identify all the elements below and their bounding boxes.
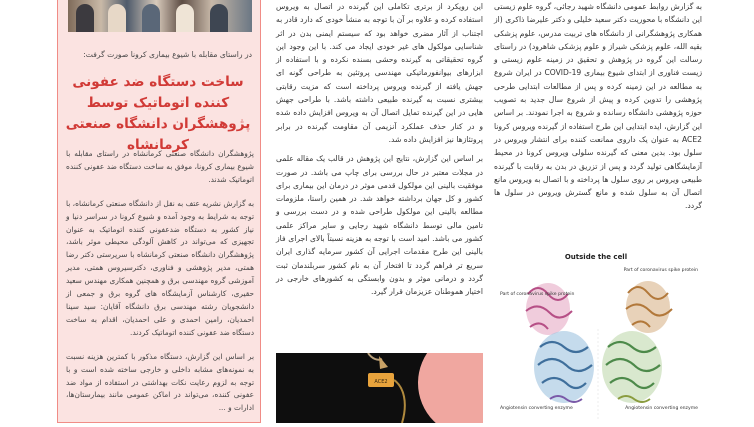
sidebar-paragraph: به گزارش نشریه عتف به نقل از دانشگاه صنعتی کرمانشاه، با توجه به شرایط به وجود آمده و شیوع کرونا در سراسر دنیا و نیاز کشور به دستگاه ضدعفونی کننده اتوماتیک به عنوان تجهیزی که می‌تواند در کاهش آلودگی محیطی موثر باشد، پژوهشگران دانشگاه صنعتی کرمانشاه با سرپرستی دکتر رضا همتی، مدیر پژوهشی و فناوری، دکترسیروس همتی، مدیر آموزشی گروه مهندسی برق و همچنین همکاری مهندس سعید حقیری، کارشناس آزمایشگاه های گروه برق و جمعی از دانشجویان رشته مهندسی برق دانشگاه آقایان: سید سینا احمدیان، رامین احمدی و علی احمدیان، اقدام به ساخت دستگاه ضد عفونی کننده اتوماتیک کردند. <box>66 198 254 337</box>
group-photo <box>68 0 252 32</box>
person-figure <box>76 4 94 32</box>
ace2-illustration-graphic <box>276 353 483 423</box>
spike-protein-right <box>626 281 672 333</box>
ace2-protein-right <box>602 331 662 403</box>
person-figure <box>142 4 160 32</box>
middle-column <box>276 0 483 299</box>
person-figure <box>108 4 126 32</box>
sidebar-paragraph: پژوهشگران دانشگاه صنعتی کرمانشاه در راستای مقابله با شیوع بیماری کرونا، موفق به ساخت دستگاه ضد عفونی کننده اتوماتیک شدند. <box>66 149 254 184</box>
body-paragraph: بر اساس این گزارش، نتایج این پژوهش در قالب یک مقاله علمی در مجلات معتبر در حال بررسی برای چاپ می باشد. در صورت موفقیت بالینی این مولکول قدمی موثر در درمان این بیماری برای کشور و کل جهان برداشته خواهد شد. در همین راستا، ملزومات مطالعه بالینی این مولکول طراحی شده و در دست بررسی و تامین مالی توسط دانشگاه شهید رجایی و سایر مراکز علمی کشور می باشد. امید است با توجه به هزینه نسبتاً بالای اجرای فاز بالینی این طرح مقدمات اجرایی آن کشور سرمایه گذاری ایران سریع تر فراهم گردد تا افتخار آن به نام کشور سربلندمان ثبت گردد و درمانی موثر و بدون وابستگی به کشورهای خارجی در اختیار هموطنان عزیزمان قرار گیرد. <box>276 154 483 297</box>
sidebar-intro: در راستای مقابله با شیوع بیماری کرونا صورت گرفت: <box>83 50 252 59</box>
protein-figure-graphic <box>498 249 698 423</box>
figure-label-left-text: Part of coronavirus spike protein <box>500 292 575 297</box>
ace2-label: ACE2 <box>374 379 388 385</box>
sidebar-paragraph: بر اساس این گزارش، دستگاه مذکور با کمترین هزینه نسبت به نمونه‌های مشابه داخلی و خارجی ساخته شده است و با توجه به لزوم رعایت نکات بهداشتی در استفاده از مواد ضد عفونی کننده، می‌تواند در اماکن عمومی مانند بیمارستان‌ها، ادارات و ... <box>66 351 254 413</box>
figure-label-right: Part of coronavirus spike protein <box>623 268 698 273</box>
sidebar-body <box>66 148 254 423</box>
protein-figure <box>498 249 698 423</box>
figure-label-bottom-left: Angiotensin converting enzyme <box>500 406 573 411</box>
sidebar-headline: ساخت دستگاه ضد عفونی کننده اتوماتیک توسط پژوهشگران دانشگاه صنعتی کرمانشاه <box>65 74 251 153</box>
body-paragraph: به گزارش روابط عمومی دانشگاه شهید رجائی، گروه علوم زیستی این دانشگاه با محوریت دکتر سعید خلیلی و دکتر علیرضا ذاکری (از همکاری پژوهشگرانی از دانشگاه های تربیت مدرس، علوم پزشکی بقیه الله، علوم پزشکی شیراز و علوم پزشکی شاهرود) در راستای رسالت این گروه در پژوهش و تحقیق در زمینه علوم زیستی و زیست فناوری از ابتدای شیوع بیماری COVID-19 در ایران شروع به مطالعه در این زمینه کرده و پس از مطالعات ابتدایی طرحی پژوهشی را تدوین کرده و پیش از شروع سال جدید به تصویب حوزه پژوهشی دانشگاه رسانده و شروع به اجرا نمودند. بر اساس این گزارش، ایده ابتدایی این طرح استفاده از گیرنده ویروس کرونا ACE2 به عنوان یک داروی ممانعت کننده برای انتشار ویروس در سلول بود. بدین معنی که گیرنده سلولی ویروس کرونا در محیط آزمایشگاهی تولید گردد و پس از تزریق در بدن به رقابت با گیرنده طبیعی ویروس بر روی سلول ها پرداخته و با اتصال به ویروس مانع اتصال آن به سلول شده و مانع گسترش ویروس در سلول ها گردد. <box>494 2 703 211</box>
right-column <box>494 0 702 213</box>
sidebar-news-box <box>57 0 261 423</box>
ace2-illustration <box>276 353 483 423</box>
figure-label-left <box>500 291 575 297</box>
person-figure <box>176 4 194 32</box>
figure-title: Outside the cell <box>564 253 628 261</box>
body-paragraph: این رویکرد از برتری تکاملی این گیرنده در اتصال به ویروس استفاده کرده و علاوه بر آن با توجه به منشأ خودی که دارد قادر به اجتناب از آثار مضری خواهد بود که سیستم ایمنی بدن در اثر شناسایی مولکول های غیر خودی ایجاد می کند. با این وجود این گروه تحقیقاتی به گیرنده وحشی بسنده نکرده و با استفاده از ابزارهای بیوانفورماتیکی مهندسی پروتئین به طراحی گونه ای جهش یافته از گیرنده ویروس پرداخته است که مزیت رقابتی بیشتری نسبت به گیرنده طبیعی داشته باشد. با طراحی جهش هایی در این گیرنده تمایل اتصال آن به ویروس افزایش داده شده و در کنار حذف عملکرد آنزیمی آن مقاومت گیرنده در برابر پروتئازها نیز افزایش داده شد. <box>276 2 483 144</box>
figure-label-bottom-right: Angiotensin converting enzyme <box>625 406 698 411</box>
spike-protein-left <box>526 283 572 335</box>
ace2-protein-left <box>534 331 594 403</box>
person-figure <box>210 4 228 32</box>
